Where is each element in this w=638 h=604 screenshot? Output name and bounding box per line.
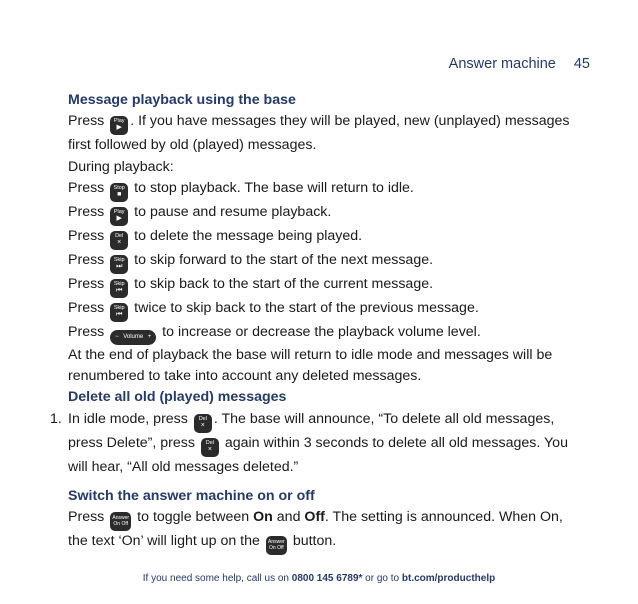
row-skip-back-twice: Press Skip ⏮ twice to skip back to the start of the previous message. xyxy=(68,298,558,322)
row-delete: Press Del × to delete the message being played. xyxy=(68,226,558,250)
during-playback-label: During playback: xyxy=(68,158,174,175)
answer-key-icon: Answer On Off xyxy=(110,512,131,531)
delete-key-icon: Del × xyxy=(201,438,219,457)
row-skip-back: Press Skip ⏮ to skip back to the start of the current message. xyxy=(68,274,558,298)
list-item xyxy=(50,409,568,478)
skip-back-key-icon: Skip ⏮ xyxy=(110,303,128,322)
heading-message-playback: Message playback using the base xyxy=(68,92,296,108)
heading-delete-old: Delete all old (played) messages xyxy=(68,389,287,406)
switch-line-2: the text ‘On’ will light up on the Answer On Off button. xyxy=(68,531,558,555)
row-skip-forward: Press Skip ⏭ to skip forward to the start of the next message. xyxy=(68,250,558,274)
page-content xyxy=(50,90,570,555)
page-header xyxy=(449,56,590,72)
para-press-play: Press Play ▶ . If you have messages they will be played, new (unplayed) messages xyxy=(68,111,558,135)
heading-switch-on-off: Switch the answer machine on or off xyxy=(68,488,315,505)
delete-step-line-2: press Delete”, press Del × again within 3 seconds to delete all old messages. You xyxy=(68,433,558,457)
end-playback-line-2: renumbered to take into account any deleted messages. xyxy=(68,368,422,385)
row-play: Press Play ▶ to pause and resume playback. xyxy=(68,202,558,226)
row-stop: Press Stop ■ to stop playback. The base will return to idle. xyxy=(68,178,558,202)
help-phone: 0800 145 6789* xyxy=(291,573,363,584)
row-volume: Press − Volume + to increase or decrease the playback volume level. xyxy=(68,322,558,345)
delete-step-line-3: will hear, “All old messages deleted.” xyxy=(68,458,299,475)
volume-key-icon: − Volume + xyxy=(110,330,156,345)
skip-forward-key-icon: Skip ⏭ xyxy=(110,255,128,274)
list-number: 1. xyxy=(50,410,62,427)
switch-line-1: Press Answer On Off to toggle between On and Off. The setting is announced. When On, xyxy=(68,507,558,531)
para-order-text: first followed by old (played) messages. xyxy=(68,137,317,154)
page-number: 45 xyxy=(573,56,590,72)
answer-key-icon: Answer On Off xyxy=(266,536,287,555)
stop-key-icon: Stop ■ xyxy=(110,183,128,202)
page-footer: If you need some help, call us on 0800 145 6789* or go to bt.com/producthelp xyxy=(142,573,496,584)
help-url: bt.com/producthelp xyxy=(401,573,496,584)
delete-key-icon: Del × xyxy=(194,414,212,433)
play-key-icon: Play ▶ xyxy=(110,207,128,226)
delete-step-line-1: In idle mode, press Del × . The base will announce, “To delete all old messages, xyxy=(68,409,558,433)
delete-key-icon: Del × xyxy=(110,231,128,250)
section-title: Answer machine xyxy=(448,56,556,72)
skip-back-key-icon: Skip ⏮ xyxy=(110,279,128,298)
play-key-icon: Play ▶ xyxy=(110,116,128,135)
end-playback-line-1: At the end of playback the base will return to idle mode and messages will be xyxy=(68,346,553,363)
